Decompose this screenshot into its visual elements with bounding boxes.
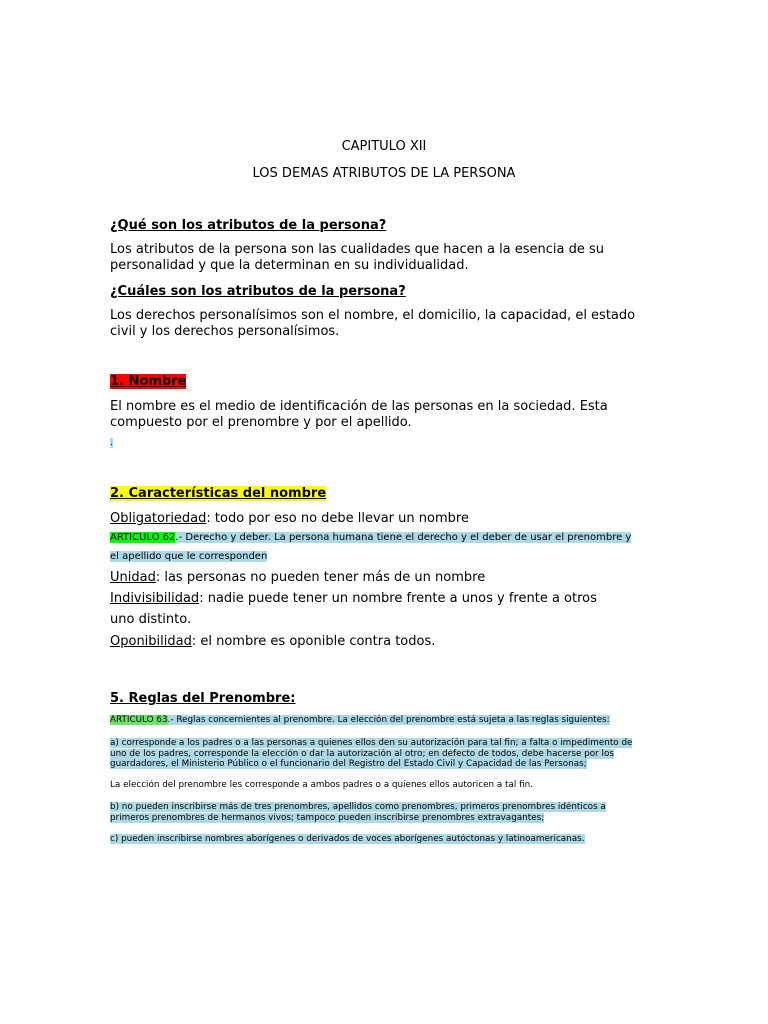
rule-b-line1: b) no pueden inscribirse más de tres prenombres, apellidos como prenombres, primeros prenombres idénticos a <box>110 802 606 812</box>
art63-line <box>110 715 610 726</box>
rule-a-line3: guardadores, el Ministerio Público o el funcionario del Registro del Estado Civil y Capacidad de las Personas; <box>110 759 587 769</box>
q1-line2: personalidad y que la determinan en su individualidad. <box>110 258 469 273</box>
indivisibilidad-line2: uno distinto. <box>110 612 192 627</box>
q1-heading: ¿Qué son los atributos de la persona? <box>110 218 387 233</box>
section-5-heading: 5. Reglas del Prenombre: <box>110 691 296 706</box>
art63-text: .- Reglas concernientes al prenombre. La elección del prenombre está sujeta a las reglas siguientes: <box>167 715 610 725</box>
indivisibilidad-term: Indivisibilidad <box>110 591 200 606</box>
oponibilidad-line <box>110 634 435 650</box>
chapter-number: CAPITULO XII <box>341 139 427 154</box>
q2-line2: civil y los derechos personalísimos. <box>110 324 340 339</box>
rule-a-line2: uno de los padres, corresponde la elección o dar la autorización al otro; en defecto de todos, debe hacerse por los <box>110 748 614 759</box>
s1-mark: . <box>110 438 113 448</box>
rule-a-line1: a) corresponde a los padres o a las personas a quienes ellos den su autorización para tal fin; a falta o impedimento de <box>110 738 633 748</box>
oponibilidad-term: Oponibilidad <box>110 634 192 649</box>
art63-label: ARTICULO 63 <box>110 715 168 725</box>
section-1-heading: 1. Nombre <box>110 374 187 389</box>
art62-label: ARTICULO 62 <box>110 532 176 543</box>
chapter-title: LOS DEMAS ATRIBUTOS DE LA PERSONA <box>252 166 516 181</box>
s1-line2: compuesto por el prenombre y por el apellido. <box>110 415 412 430</box>
rule-b-line2: primeros prenombres de hermanos vivos; tampoco pueden inscribirse prenombres extravagantes; <box>110 812 545 823</box>
obligatoriedad-term: Obligatoriedad <box>110 511 207 526</box>
oponibilidad-text: : el nombre es oponible contra todos. <box>191 634 436 649</box>
s1-line1: El nombre es el medio de identificación de las personas en la sociedad. Esta <box>110 399 608 414</box>
q1-line1: Los atributos de la persona son las cualidades que hacen a la esencia de su <box>110 242 605 257</box>
eleccion-line: La elección del prenombre les corresponde a ambos padres o a quienes ellos autoricen a tal fin. <box>110 780 534 790</box>
q2-heading: ¿Cuáles son los atributos de la persona? <box>110 284 406 299</box>
unidad-term: Unidad <box>110 570 156 585</box>
art62-line2: el apellido que le corresponden <box>110 551 268 562</box>
indivisibilidad-line <box>110 591 597 607</box>
art62-line1 <box>110 532 631 544</box>
section-2-heading: 2. Características del nombre <box>110 486 327 501</box>
rule-c-line1: c) pueden inscribirse nombres aborígenes o derivados de voces aborígenes autóctonas y latinoamericanas. <box>110 834 585 844</box>
obligatoriedad-line <box>110 511 469 527</box>
unidad-line <box>110 570 485 586</box>
obligatoriedad-text: : todo por eso no debe llevar un nombre <box>206 511 469 526</box>
unidad-text: : las personas no pueden tener más de un nombre <box>155 570 486 585</box>
art62-text: .- Derecho y deber. La persona humana tiene el derecho y el deber de usar el prenombre y <box>175 532 632 543</box>
q2-line1: Los derechos personalísimos son el nombre, el domicilio, la capacidad, el estado <box>110 308 636 323</box>
indivisibilidad-text: : nadie puede tener un nombre frente a unos y frente a otros <box>199 591 597 606</box>
